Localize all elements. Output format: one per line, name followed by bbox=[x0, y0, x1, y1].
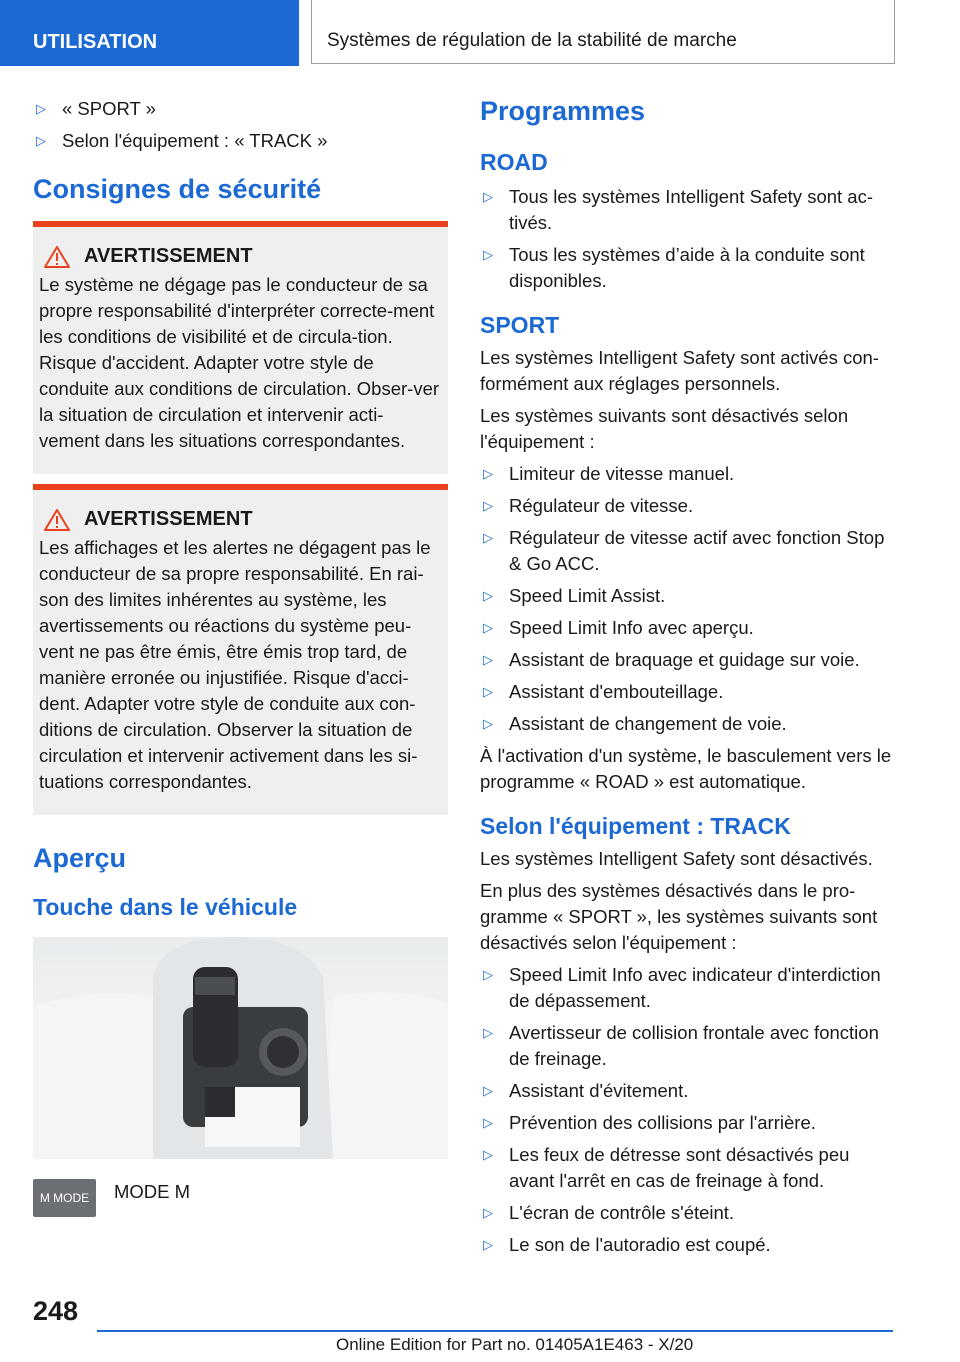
list-item: ▷ Speed Limit Info avec indicateur d'interdiction de dépassement. bbox=[483, 964, 881, 1011]
header-section-tab: UTILISATION bbox=[0, 0, 299, 66]
safety-heading: Consignes de sécurité bbox=[33, 174, 322, 204]
right-column bbox=[480, 96, 896, 1264]
triangle-bullet-icon: ▷ bbox=[36, 101, 46, 116]
triangle-bullet-icon: ▷ bbox=[483, 1025, 493, 1040]
warning-triangle-icon bbox=[44, 246, 70, 268]
triangle-bullet-icon: ▷ bbox=[483, 588, 493, 603]
triangle-bullet-icon: ▷ bbox=[483, 498, 493, 513]
warning-box bbox=[33, 221, 448, 474]
header-chapter-title: Systèmes de régulation de la stabilité de marche bbox=[311, 0, 895, 64]
triangle-bullet-icon: ▷ bbox=[483, 652, 493, 667]
triangle-bullet-icon: ▷ bbox=[483, 967, 493, 982]
list-item: ▷ Tous les systèmes Intelligent Safety sont ac-tivés. bbox=[483, 186, 874, 233]
mode-label: MODE M bbox=[114, 1181, 191, 1202]
list-item: ▷ Prévention des collisions par l'arrière. bbox=[480, 1110, 896, 1136]
list-item: ▷ Speed Limit Info avec aperçu. bbox=[480, 615, 896, 641]
list-item: ▷ Speed Limit Assist. bbox=[480, 583, 896, 609]
triangle-bullet-icon: ▷ bbox=[483, 1147, 493, 1162]
sport-list bbox=[480, 461, 896, 737]
list-item: ▷ Les feux de détresse sont désactivés peu avant l'arrêt en cas de freinage à fond. bbox=[483, 1144, 850, 1191]
triangle-bullet-icon: ▷ bbox=[483, 716, 493, 731]
triangle-bullet-icon: ▷ bbox=[483, 1205, 493, 1220]
warning-title: AVERTISSEMENT bbox=[84, 508, 253, 530]
sport-paragraph: Les systèmes Intelligent Safety sont activés con-formément aux réglages personnels. bbox=[480, 347, 879, 394]
track-heading: Selon l'équipement : TRACK bbox=[480, 813, 791, 839]
left-column bbox=[33, 96, 448, 1217]
mode-row bbox=[33, 1179, 448, 1217]
warning-box bbox=[33, 484, 448, 815]
triangle-bullet-icon: ▷ bbox=[483, 684, 493, 699]
list-item: ▷ Avertisseur de collision frontale avec fonction de freinage. bbox=[483, 1022, 879, 1069]
list-item: ▷ Assistant de changement de voie. bbox=[480, 711, 896, 737]
footer-divider bbox=[97, 1330, 893, 1332]
list-item: ▷ L'écran de contrôle s'éteint. bbox=[480, 1200, 896, 1226]
warning-text: Les affichages et les alertes ne dégagent pas le conducteur de sa propre responsabilité. En rai-son des limites inhérentes au système, les avertissements ou réactions du système peu-vent ne pas être émis, être émis trop tard, de manière erronée ou injustifiée. Risque d'acci-dent. Adapter votre style de conduite aux con-ditions de circulation. Observer la situation de circulation et intervenir activement dans les si-tuations correspondantes. bbox=[39, 537, 431, 792]
sport-paragraph: Les systèmes suivants sont désactivés selon l'équipement : bbox=[480, 405, 849, 452]
vehicle-console-photo bbox=[33, 937, 448, 1159]
triangle-bullet-icon: ▷ bbox=[483, 247, 493, 262]
list-item: ▷ Limiteur de vitesse manuel. bbox=[480, 461, 896, 487]
list-item: ▷ Le son de l'autoradio est coupé. bbox=[480, 1232, 896, 1258]
warning-title: AVERTISSEMENT bbox=[84, 245, 253, 267]
list-item: ▷ Régulateur de vitesse. bbox=[480, 493, 896, 519]
page-number: 248 bbox=[33, 1296, 79, 1326]
triangle-bullet-icon: ▷ bbox=[483, 466, 493, 481]
list-item: ▷ Régulateur de vitesse actif avec fonction Stop & Go ACC. bbox=[483, 527, 885, 574]
overview-heading: Aperçu bbox=[33, 843, 127, 873]
road-heading: ROAD bbox=[480, 149, 548, 175]
warning-triangle-icon bbox=[44, 509, 70, 531]
triangle-bullet-icon: ▷ bbox=[483, 1237, 493, 1252]
triangle-bullet-icon: ▷ bbox=[36, 133, 46, 148]
list-item: ▷ Tous les systèmes d’aide à la conduite sont disponibles. bbox=[483, 244, 865, 291]
programs-heading: Programmes bbox=[480, 96, 646, 126]
list-item: ▷ Assistant d'embouteillage. bbox=[480, 679, 896, 705]
console-illustration bbox=[33, 937, 448, 1159]
sport-paragraph: À l'activation d'un système, le basculement vers le programme « ROAD » est automatique. bbox=[480, 745, 892, 792]
triangle-bullet-icon: ▷ bbox=[483, 530, 493, 545]
button-heading: Touche dans le véhicule bbox=[33, 894, 298, 920]
list-item: ▷ Assistant de braquage et guidage sur voie. bbox=[480, 647, 896, 673]
list-item: ▷ Assistant d'évitement. bbox=[480, 1078, 896, 1104]
footer-edition: Online Edition for Part no. 01405A1E463 - X/20 bbox=[336, 1335, 694, 1354]
track-paragraph: Les systèmes Intelligent Safety sont désactivés. bbox=[480, 848, 873, 869]
intro-list bbox=[33, 96, 448, 154]
m-mode-button-icon: M MODE bbox=[33, 1179, 96, 1217]
list-item: ▷ Selon l'équipement : « TRACK » bbox=[33, 128, 448, 154]
triangle-bullet-icon: ▷ bbox=[483, 620, 493, 635]
track-list bbox=[480, 962, 896, 1258]
sport-heading: SPORT bbox=[480, 312, 560, 338]
road-list bbox=[480, 184, 896, 294]
triangle-bullet-icon: ▷ bbox=[483, 189, 493, 204]
track-paragraph: En plus des systèmes désactivés dans le pro-gramme « SPORT », les systèmes suivants sont désactivés selon l'équipement : bbox=[480, 880, 878, 953]
triangle-bullet-icon: ▷ bbox=[483, 1083, 493, 1098]
warning-text: Le système ne dégage pas le conducteur de sa propre responsabilité d'interpréter correcte-ment les conditions de visibilité et de circula-tion. Risque d'accident. Adapter votre style de conduite aux conditions de circulation. Obser-ver la situation de circulation et intervenir acti-vement dans les situations correspondantes. bbox=[39, 274, 440, 451]
list-item: ▷ « SPORT » bbox=[33, 96, 448, 122]
triangle-bullet-icon: ▷ bbox=[483, 1115, 493, 1130]
